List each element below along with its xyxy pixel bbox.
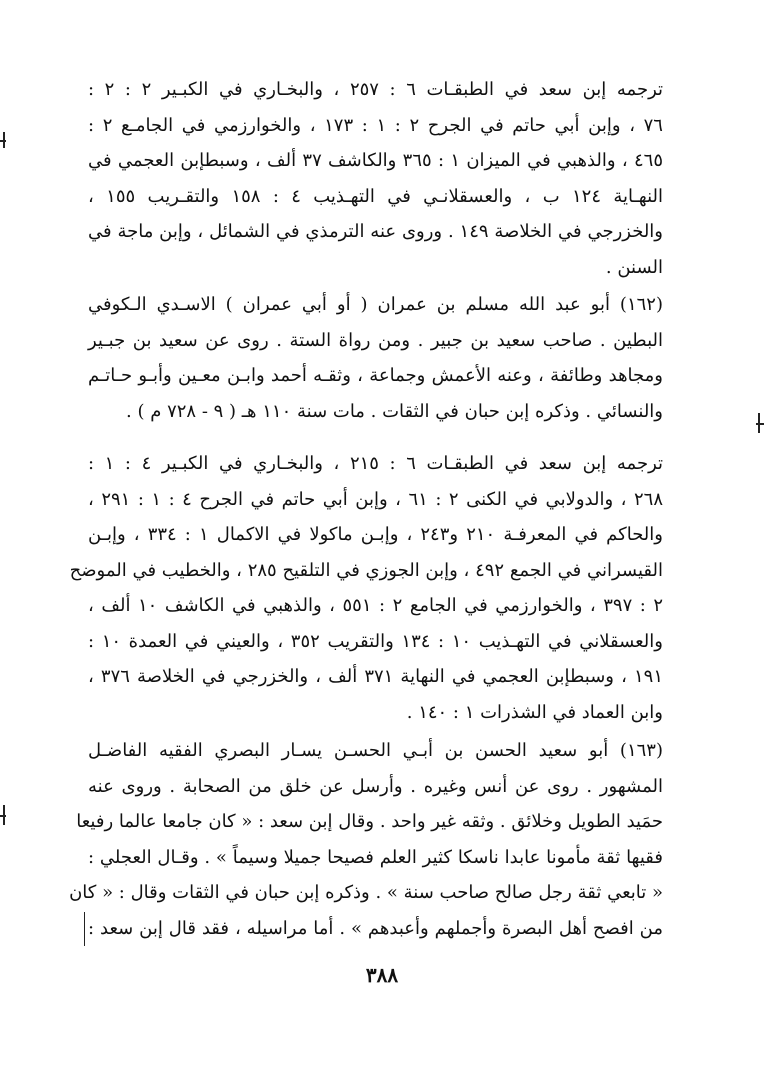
- text-line: ٤٦٥ ، والذهبي في الميزان ١ : ٣٦٥ والكاشف ٣٧ ألف ، وسبطإبن العجمي في: [88, 150, 663, 171]
- text-line: (١٦٣) أبو سعيد الحسن بن أبـي الحسـن يسـار البصري الفقيه الفاضـل: [88, 740, 663, 761]
- text-line: والعسقلاني في التهـذيب ١٠ : ١٣٤ والتقريب ٣٥٢ ، والعيني في العمدة ١٠ :: [88, 630, 663, 652]
- text-line: والنسائي . وذكره إبن حبان في الثقات . مات سنة ١١٠ هـ ( ٩ - ٧٢٨ م ) .: [126, 400, 663, 422]
- text-line: المشهور . روى عن أنس وغيره . وأرسل عن خلق من الصحابة . وروى عنه: [88, 775, 663, 797]
- margin-tick-right: [758, 413, 760, 433]
- text-line: ترجمه إبن سعد في الطبقـات ٦ : ٢٥٧ ، والبخـاري في الكبـير ٢ : ٢ :: [88, 79, 664, 100]
- text-line: والحاكم في المعرفـة ٢١٠ و٢٤٣ ، وإبـن ماكولا في الاكمال ١ : ٣٣٤ ، وإبـن: [88, 524, 663, 545]
- text-line: وابن العماد في الشذرات ١ : ١٤٠ .: [406, 701, 663, 723]
- paragraph-biography-162-sources: [69, 446, 664, 730]
- text-line: القيسراني في الجمع ٤٩٢ ، وإبن الجوزي في التلقيح ٢٨٥ ، والخطيب في الموضح: [69, 559, 663, 581]
- text-line: ترجمه إبن سعد في الطبقـات ٦ : ٢١٥ ، والبخـاري في الكبـير ٤ : ١ :: [88, 453, 664, 474]
- text-line: ١٩١ ، وسبطإبن العجمي في النهاية ٣٧١ ألف ، والخزرجي في الخلاصة ٣٧٦ ،: [88, 666, 663, 687]
- text-line: من افصح أهل البصرة وأجملهم وأعبدهم » . أما مراسيله ، فقد قال إبن سعد :: [88, 917, 663, 939]
- text-line: ومجاهد وطائفة ، وعنه الأعمش وجماعة ، وثقـه أحمد وابـن معـين وأبـو حـاتـم: [88, 365, 663, 386]
- text-line: « تابعي ثقة رجل صالح صاحب سنة » . وذكره إبن حبان في الثقات وقال : « كان: [69, 882, 663, 903]
- text-line: (١٦٢) أبو عبد الله مسلم بن عمران ( أو أبي عمران ) الاسـدي الـكوفي: [88, 294, 663, 315]
- paragraph-biography-161-sources: [88, 72, 663, 285]
- text-line: البطين . صاحب سعيد بن جبير . ومن رواة الستة . روى عن سعيد بن جبـير: [88, 329, 663, 351]
- paragraph-biography-162: [88, 287, 663, 429]
- text-line: السنن .: [605, 256, 663, 278]
- text-line: حمَيد الطويل وخلائق . وثقه غير واحد . وقال إبن سعد : « كان جامعا عالما رفيعا: [76, 811, 663, 832]
- text-line: النهـاية ١٢٤ ب ، والعسقلانـي في التهـذيب ٤ : ١٥٨ والتقـريب ١٥٥ ،: [88, 185, 663, 207]
- text-line: والخزرجي في الخلاصة ١٤٩ . وروى عنه الترمذي في الشمائل ، وإبن ماجة في: [88, 221, 663, 242]
- margin-tick-left: [3, 805, 5, 825]
- text-line: فقيها ثقة مأمونا عابدا ناسكا كثير العلم فصيحا جميلا وسيماً » . وقـال العجلي :: [88, 846, 663, 868]
- text-line: ٢٦٨ ، والدولابي في الكنى ٢ : ٦١ ، وإبن أبي حاتم في الجرح ٤ : ١ : ٢٩١ ،: [88, 488, 663, 510]
- text-line: ٢ : ٣٩٧ ، والخوارزمي في الجامع ٢ : ٥٥١ ، والذهبي في الكاشف ١٠ ألف ،: [88, 595, 664, 616]
- text-line: ٧٦ ، وإبن أبي حاتم في الجرح ٢ : ١ : ١٧٣ ، والخوارزمي في الجامـع ٢ :: [88, 114, 663, 136]
- paragraph-biography-163: [69, 733, 663, 946]
- margin-tick-left: [3, 132, 5, 148]
- margin-rule: [84, 912, 85, 946]
- page-number: ٣٨٨: [365, 963, 399, 987]
